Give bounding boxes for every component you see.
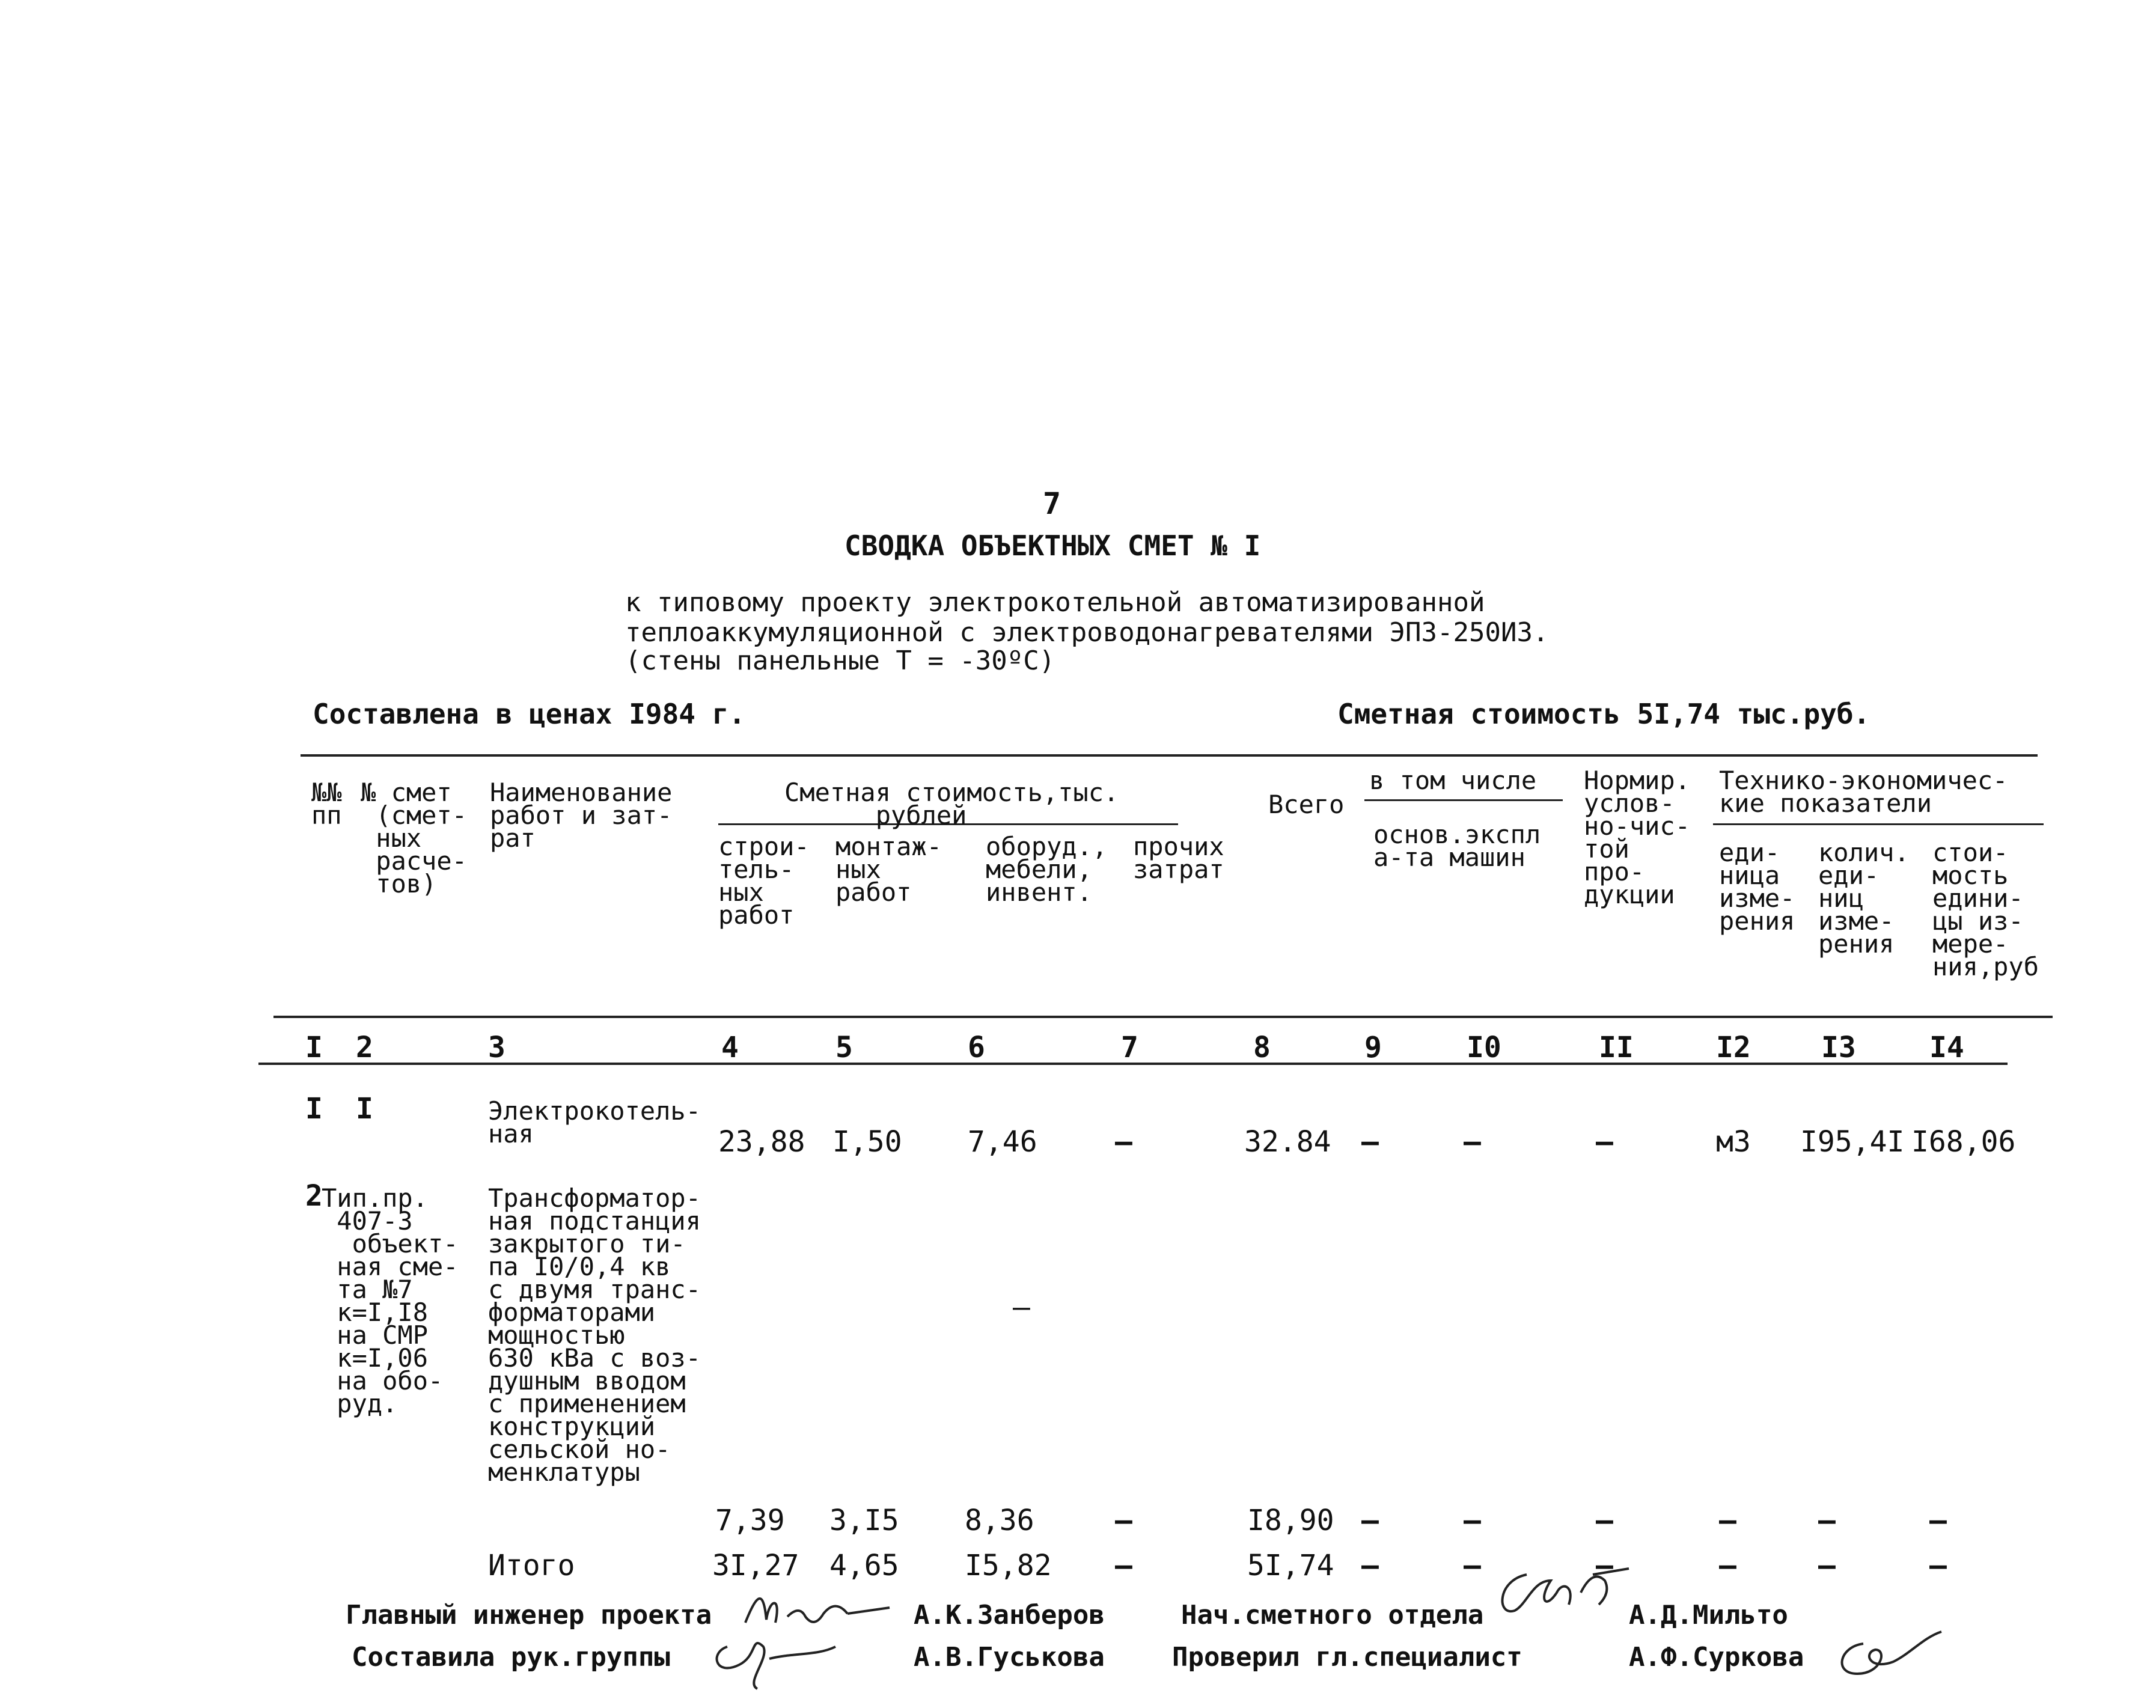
row1-c12: м3 bbox=[1716, 1125, 1751, 1159]
chief-engineer-name: А.К.Занберов bbox=[914, 1600, 1105, 1630]
tech-group-rule bbox=[1713, 823, 2044, 825]
colnum-12: I2 bbox=[1716, 1031, 1751, 1064]
header-col5: монтаж- ных работ bbox=[835, 832, 942, 907]
table-top-rule bbox=[301, 754, 2038, 757]
header-bottom-rule bbox=[273, 1016, 2053, 1018]
header-col7: прочих затрат bbox=[1133, 832, 1224, 884]
chief-engineer-title: Главный инженер проекта bbox=[346, 1600, 712, 1630]
colnum-9: 9 bbox=[1364, 1031, 1382, 1064]
header-col4: строи- тель- ных работ bbox=[718, 832, 810, 930]
colnum-11: II bbox=[1599, 1031, 1634, 1064]
header-name: Наименование работ и зат- рат bbox=[490, 778, 673, 853]
total-c11: – bbox=[1596, 1549, 1613, 1582]
document-title: СВОДКА ОБЪЕКТНЫХ СМЕТ № I bbox=[844, 529, 1261, 562]
total-c14: – bbox=[1929, 1549, 1947, 1582]
row1-name: Электрокотель- ная bbox=[488, 1096, 701, 1148]
header-col13: колич. еди- ниц изме- рения bbox=[1818, 838, 1910, 959]
row1-c11: – bbox=[1596, 1125, 1613, 1159]
estimated-cost: Сметная стоимость 5I,74 тыс.руб. bbox=[1337, 698, 1870, 730]
row2-c5: 3,I5 bbox=[829, 1504, 899, 1537]
row2-c7: – bbox=[1115, 1504, 1132, 1537]
header-smeta: № смет (смет- ных расче- тов) bbox=[361, 778, 468, 898]
row1-c4: 23,88 bbox=[718, 1125, 805, 1159]
colnum-6: 6 bbox=[968, 1031, 985, 1064]
row2-c8: I8,90 bbox=[1247, 1504, 1334, 1537]
row2-c11: – bbox=[1596, 1504, 1613, 1537]
header-col14: стои- мость едини- цы из- мере- ния,руб bbox=[1932, 838, 2039, 981]
subtitle-line-1: к типовому проекту электрокотельной автоматизированной bbox=[625, 587, 1485, 618]
total-c4: 3I,27 bbox=[712, 1549, 799, 1582]
header-total: Всего bbox=[1268, 790, 1345, 819]
row1-c6: 7,46 bbox=[968, 1125, 1037, 1159]
page-number: 7 bbox=[1043, 486, 1061, 521]
total-c13: – bbox=[1818, 1549, 1836, 1582]
row2-c13: – bbox=[1818, 1504, 1836, 1537]
header-col12: еди- ница изме- рения bbox=[1719, 838, 1795, 936]
checked-signature-icon bbox=[1827, 1626, 1947, 1686]
header-col11: Нормир. услов- но-чис- той про- дукции bbox=[1584, 766, 1691, 909]
row1-c7: – bbox=[1115, 1125, 1132, 1159]
row1-c14: I68,06 bbox=[1911, 1125, 2016, 1159]
row2-name: Трансформатор- ная подстанция закрытого ти- па I0/0,4 кв с двумя транс- форматорами мощностью 630 кВа с воз- душным вводом с применением конструкций сельской но- менклатуры bbox=[488, 1183, 701, 1487]
row1-num: I bbox=[305, 1092, 323, 1126]
checked-by-name: А.Ф.Суркова bbox=[1629, 1642, 1804, 1673]
incl-group-rule bbox=[1364, 799, 1563, 801]
subtitle-line-2: теплоаккумуляционной с электроводонагревателями ЭПЗ-250ИЗ. bbox=[625, 617, 1549, 648]
header-col9-10: основ.экспл а-та машин bbox=[1373, 820, 1541, 872]
compiled-by-name: А.В.Гуськова bbox=[914, 1642, 1105, 1673]
total-c8: 5I,74 bbox=[1247, 1549, 1334, 1582]
colnum-13: I3 bbox=[1821, 1031, 1856, 1064]
row2-smeta: Тип.пр. 407-3 объект- ная сме- та №7 к=I,I8 на СМР к=I,06 на обо- руд. bbox=[322, 1183, 459, 1418]
row2-c14: – bbox=[1929, 1504, 1947, 1537]
row2-c10: – bbox=[1464, 1504, 1481, 1537]
colnum-2: 2 bbox=[356, 1031, 373, 1064]
row2-c12: – bbox=[1719, 1504, 1736, 1537]
row1-c10: – bbox=[1464, 1125, 1481, 1159]
total-c7: – bbox=[1115, 1549, 1132, 1582]
row1-c13: I95,4I bbox=[1800, 1125, 1905, 1159]
row1-c5: I,50 bbox=[832, 1125, 902, 1159]
header-incl-group: в том числе bbox=[1369, 766, 1537, 795]
total-c10: – bbox=[1464, 1549, 1481, 1582]
row2-c9: – bbox=[1361, 1504, 1379, 1537]
colnum-1: I bbox=[305, 1031, 323, 1064]
total-c5: 4,65 bbox=[829, 1549, 899, 1582]
header-col6: оборуд., мебели, инвент. bbox=[986, 832, 1108, 907]
checked-by-title: Проверил гл.специалист bbox=[1172, 1642, 1522, 1673]
prices-note: Составлена в ценах I984 г. bbox=[313, 698, 746, 730]
colnum-3: 3 bbox=[488, 1031, 505, 1064]
subtitle-line-3: (стены панельные Т = -30ºС) bbox=[625, 645, 1055, 676]
colnum-4: 4 bbox=[721, 1031, 739, 1064]
estimates-head-name: А.Д.Мильто bbox=[1629, 1600, 1788, 1630]
total-c9: – bbox=[1361, 1549, 1379, 1582]
estimates-head-signature-icon bbox=[1491, 1557, 1647, 1629]
colnum-10: I0 bbox=[1467, 1031, 1501, 1064]
compiled-signature-icon bbox=[703, 1623, 841, 1695]
compiled-by-title: Составила рук.группы bbox=[352, 1642, 670, 1673]
total-c12: – bbox=[1719, 1549, 1736, 1582]
header-num: №№ пп bbox=[311, 778, 342, 830]
header-tech-group: Технико-экономичес- кие показатели bbox=[1719, 766, 2008, 818]
row2-mid-dash: – bbox=[1013, 1290, 1030, 1324]
estimates-head-title: Нач.сметного отдела bbox=[1181, 1600, 1484, 1630]
header-cost-group: Сметная стоимость,тыс. рублей bbox=[784, 778, 1119, 830]
colnum-8: 8 bbox=[1253, 1031, 1271, 1064]
colnum-7: 7 bbox=[1121, 1031, 1138, 1064]
row2-num: 2 bbox=[305, 1179, 323, 1213]
row1-c8: 32.84 bbox=[1244, 1125, 1331, 1159]
colnum-5: 5 bbox=[835, 1031, 853, 1064]
total-c6: I5,82 bbox=[965, 1549, 1052, 1582]
row1-smeta: I bbox=[356, 1092, 373, 1126]
row1-c9: – bbox=[1361, 1125, 1379, 1159]
row2-c4: 7,39 bbox=[715, 1504, 785, 1537]
total-label: Итого bbox=[488, 1549, 575, 1582]
colnum-14: I4 bbox=[1929, 1031, 1964, 1064]
row2-c6: 8,36 bbox=[965, 1504, 1034, 1537]
